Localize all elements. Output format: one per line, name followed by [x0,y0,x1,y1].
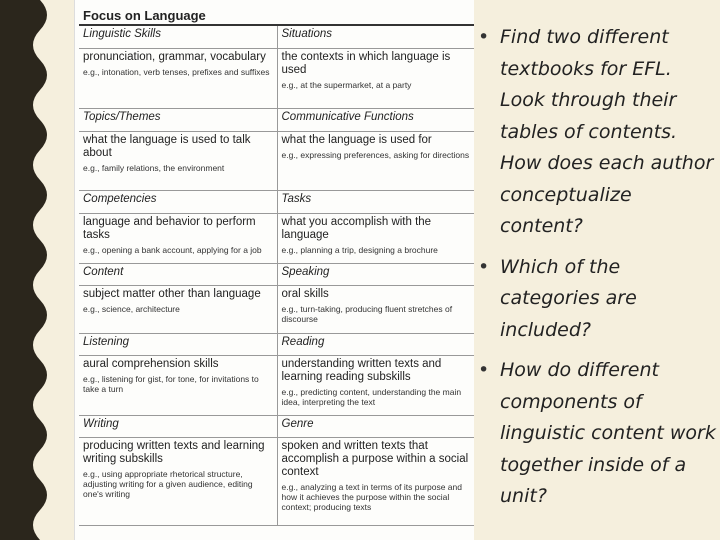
table-row [79,438,474,526]
table-row [79,132,474,191]
description: producing written texts and learning writing subskills [83,440,265,465]
scanned-table-image [74,0,474,540]
table-row [79,49,474,109]
example: e.g., opening a bank account, applying for a job [83,245,262,255]
example: e.g., expressing preferences, asking for directions [281,150,470,160]
example: e.g., predicting content, understanding the main idea, interpreting the text [281,387,462,407]
question-list [476,22,716,522]
category-cell [277,49,475,108]
category-heading: Linguistic Skills [83,28,161,40]
example: e.g., at the supermarket, at a party [281,80,412,90]
category-cell [277,438,475,525]
example: e.g., listening for gist, for tone, for invitations to take a turn [83,374,259,394]
example: e.g., planning a trip, designing a brochure [281,245,438,255]
description: language and behavior to perform tasks [83,216,256,241]
description: the contexts in which language is used [281,51,451,76]
category-heading: Writing [83,418,119,430]
example: e.g., analyzing a text in terms of its purpose and how it achieves the purpose within the social context; producing texts [281,482,462,512]
category-cell [79,286,277,333]
example: e.g., science, architecture [83,304,180,314]
description: subject matter other than language [83,288,261,300]
table-row [79,214,474,264]
category-cell [277,286,475,333]
table-row [79,356,474,416]
category-heading: Topics/Themes [83,111,161,123]
category-cell [79,49,277,108]
category-cell [277,132,475,190]
category-heading: Speaking [277,264,475,285]
example: e.g., turn-taking, producing fluent stretches of discourse [281,304,453,324]
decorative-left-border [0,0,62,540]
table-header-row [79,26,474,49]
category-heading: Situations [277,26,475,48]
example: e.g., family relations, the environment [83,163,225,173]
category-cell [79,132,277,190]
category-cell [79,356,277,415]
table-header-row [79,334,474,356]
example: e.g., intonation, verb tenses, prefixes and suffixes [83,67,270,77]
description: what the language is used to talk about [83,134,251,159]
table-header-row [79,109,474,132]
category-heading: Content [83,266,124,278]
language-focus-table [79,24,474,526]
category-cell [79,214,277,263]
description: what you accomplish with the language [281,216,432,241]
description: spoken and written texts that accomplish a purpose within a social context [281,440,469,478]
category-cell [277,214,475,263]
table-header-row [79,264,474,286]
description: oral skills [281,288,329,300]
table-row [79,286,474,334]
example: e.g., using appropriate rhetorical structure, adjusting writing for a given audience, editing one's writing [83,469,253,499]
table-header-row [79,191,474,214]
description: understanding written texts and learning reading subskills [281,358,442,383]
category-cell [79,438,277,525]
category-heading: Tasks [277,191,475,213]
category-cell [277,356,475,415]
bullet-item: • Which of the categories are included? [476,252,716,347]
category-heading: Communicative Functions [277,109,475,131]
description: pronunciation, grammar, vocabulary [83,51,266,63]
table-header-row [79,416,474,438]
category-heading: Genre [277,416,475,437]
description: what the language is used for [281,134,432,146]
category-heading: Reading [277,334,475,355]
description: aural comprehension skills [83,358,219,370]
category-heading: Competencies [83,193,157,205]
category-heading: Listening [83,336,130,348]
table-title: Focus on Language [83,8,206,23]
bullet-item: • How do different components of linguistic content work together inside of a unit? [476,355,716,513]
bullet-item: • Find two different textbooks for EFL. Look through their tables of contents. How does each author conceptualize content? [476,22,716,243]
